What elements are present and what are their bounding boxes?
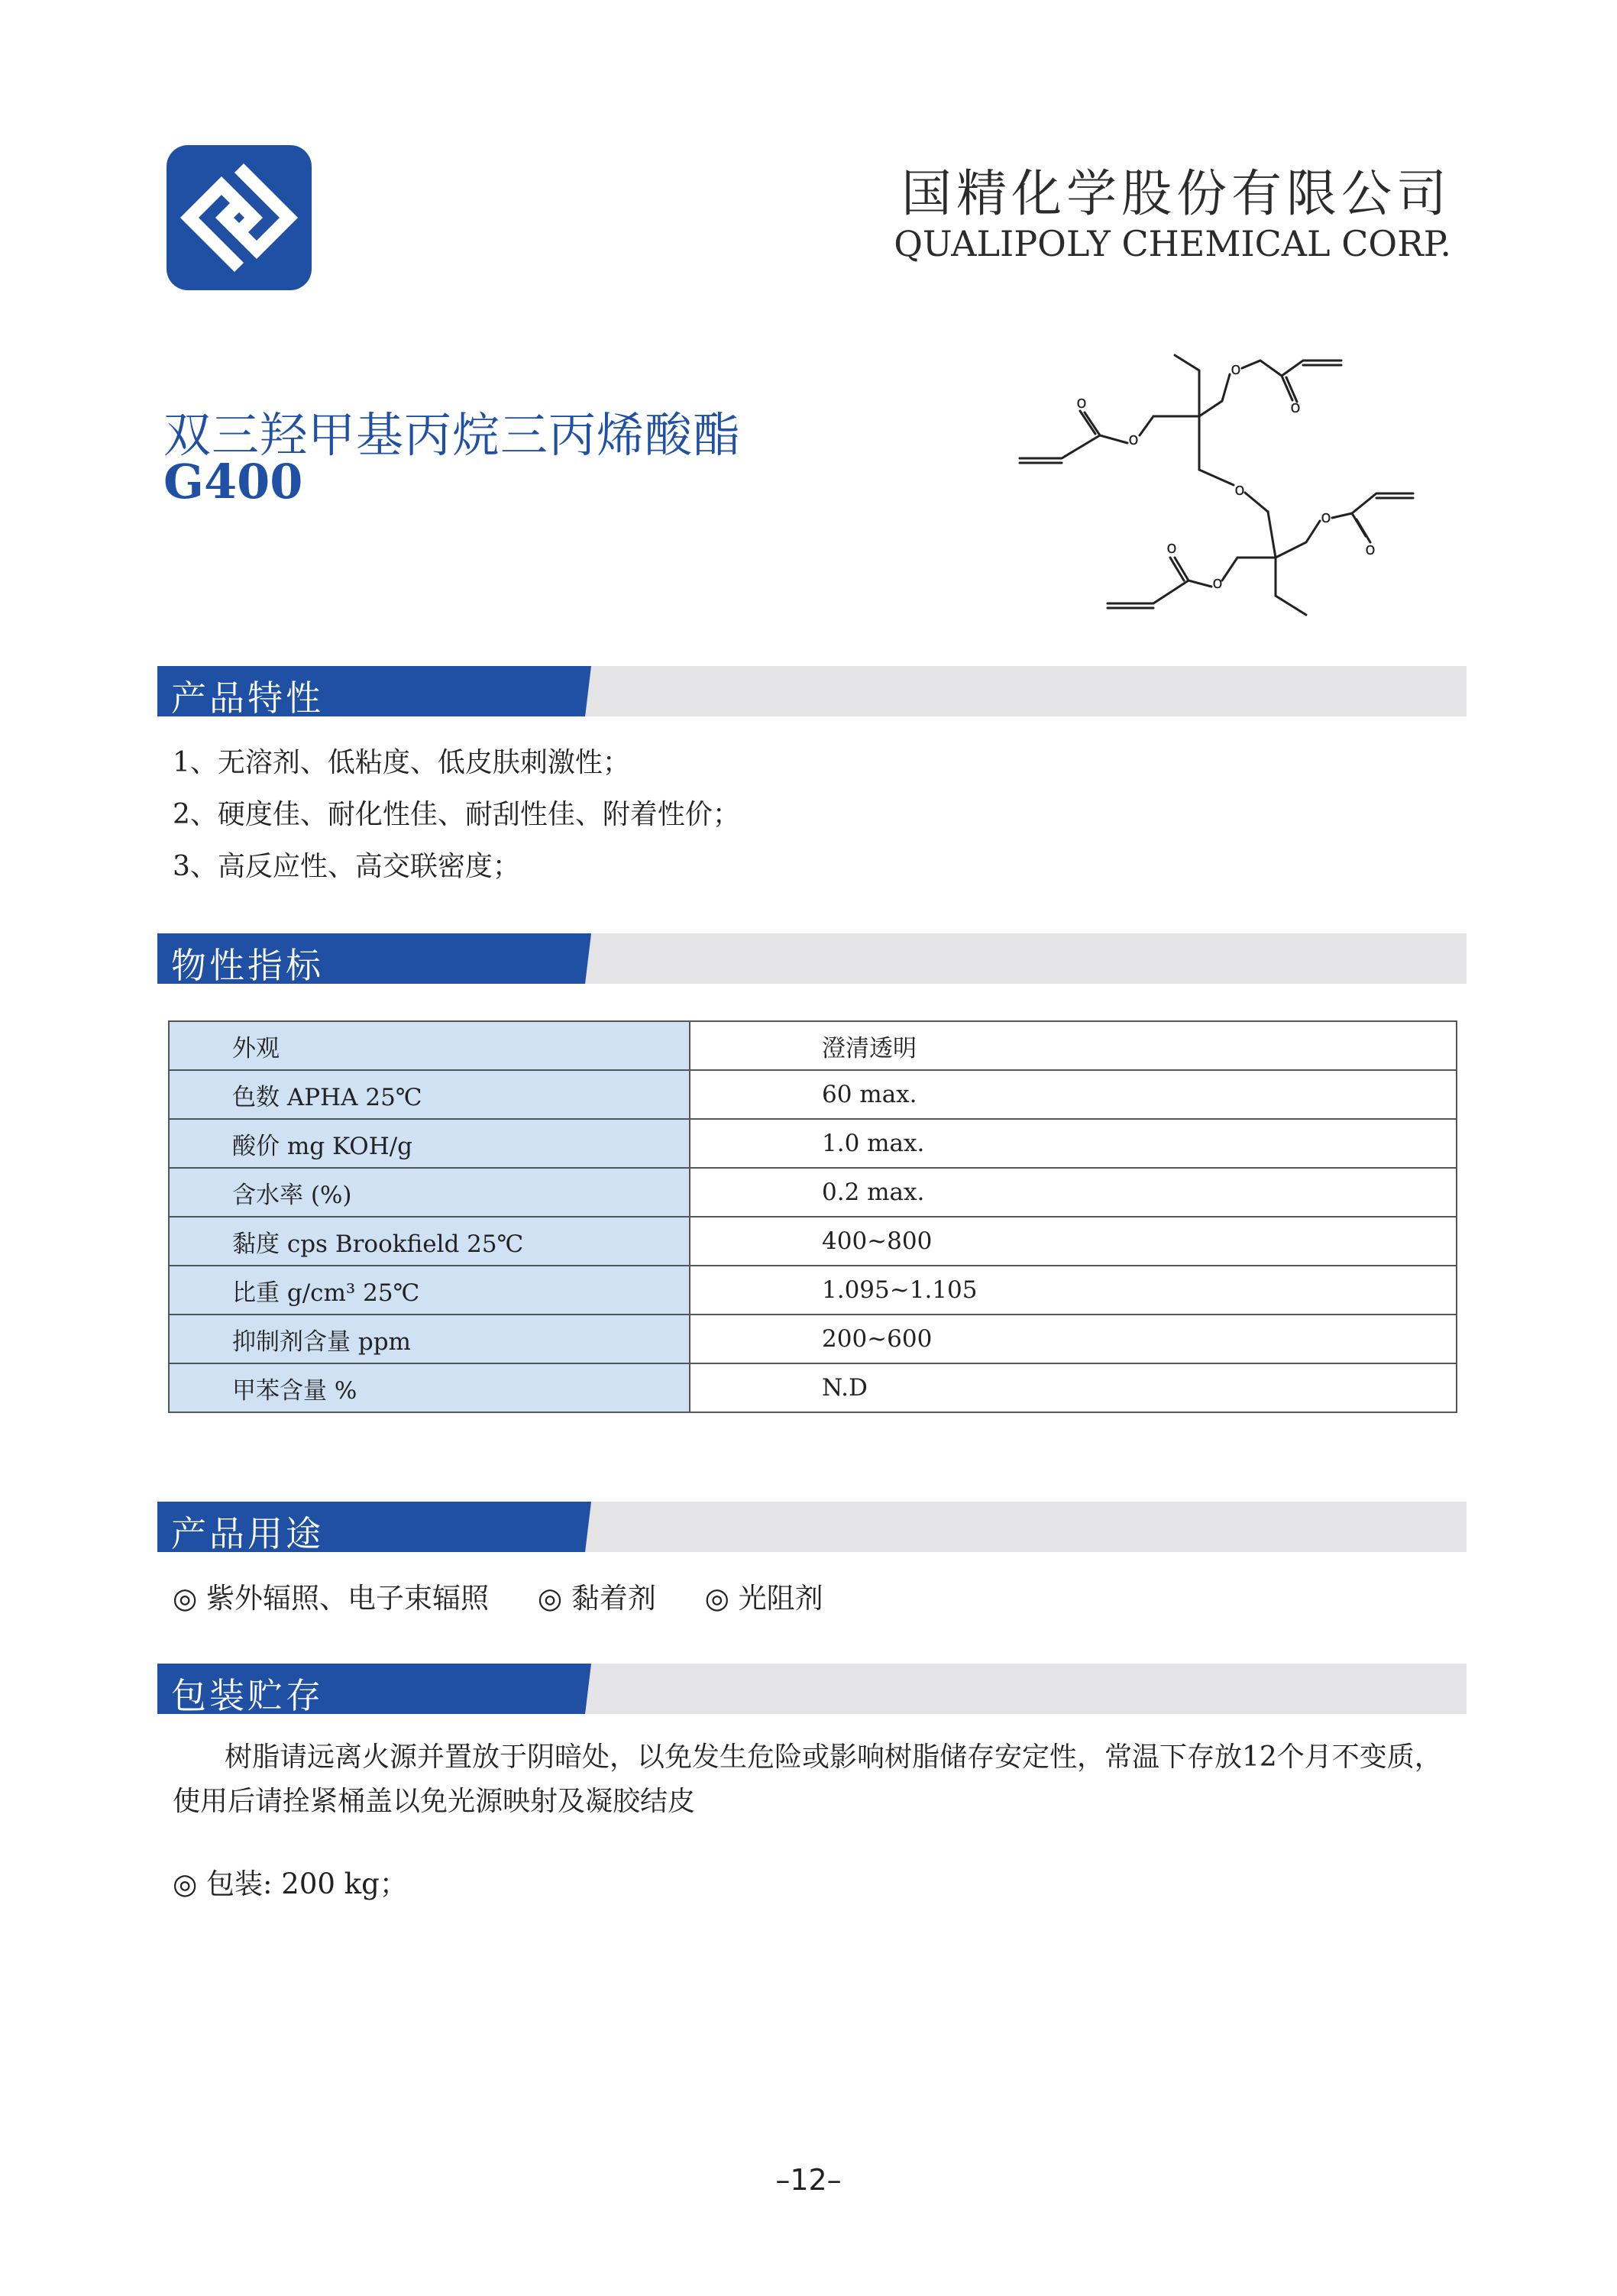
table-row bbox=[169, 1315, 1457, 1363]
property-name: 酸价 mg KOH/g bbox=[169, 1119, 690, 1168]
table-row bbox=[169, 1266, 1457, 1315]
property-name: 抑制剂含量 ppm bbox=[169, 1315, 690, 1363]
section-title: 产品特性 bbox=[171, 677, 324, 719]
property-value: 1.0 max. bbox=[690, 1119, 1457, 1168]
table-row bbox=[169, 1363, 1457, 1412]
usage-item: ◎ 光阻剂 bbox=[704, 1582, 823, 1615]
oxygen-atom-label: o bbox=[1234, 480, 1245, 500]
oxygen-atom-label: o bbox=[1321, 508, 1331, 527]
property-value: 1.095~1.105 bbox=[690, 1266, 1457, 1315]
property-name: 比重 g/cm³ 25℃ bbox=[169, 1266, 690, 1315]
properties-table bbox=[168, 1020, 1457, 1413]
oxygen-atom-label: o bbox=[1365, 540, 1376, 559]
property-value: 澄清透明 bbox=[690, 1021, 1457, 1070]
oxygen-atom-label: o bbox=[1166, 538, 1177, 558]
usage-item: ◎ 紫外辐照、电子束辐照 bbox=[173, 1582, 490, 1615]
package-info: ◎ 包装: 200 kg； bbox=[173, 1868, 408, 1900]
qualipoly-logo-icon bbox=[167, 145, 312, 290]
oxygen-atom-label: o bbox=[1290, 398, 1301, 417]
table-row bbox=[169, 1119, 1457, 1168]
chemical-structure-diagram bbox=[1001, 321, 1474, 642]
section-header-properties bbox=[157, 933, 1467, 984]
feature-item: 2、硬度佳、耐化性佳、耐刮性佳、附着性价； bbox=[173, 799, 740, 830]
features-list bbox=[173, 737, 740, 893]
section-title: 产品用途 bbox=[171, 1513, 324, 1554]
company-name-cn: 国精化学股份有限公司 bbox=[901, 164, 1451, 223]
property-value: 200~600 bbox=[690, 1315, 1457, 1363]
feature-item: 1、无溶剂、低粘度、低皮肤刺激性； bbox=[173, 747, 630, 778]
table-row bbox=[169, 1070, 1457, 1119]
product-name-cn: 双三羟甲基丙烷三丙烯酸酯 bbox=[163, 407, 742, 463]
section-title: 物性指标 bbox=[171, 945, 324, 986]
table-row bbox=[169, 1168, 1457, 1217]
section-title: 包装贮存 bbox=[171, 1675, 324, 1716]
property-value: N.D bbox=[690, 1363, 1457, 1412]
section-header-usage bbox=[157, 1502, 1467, 1552]
page-number: –12– bbox=[775, 2163, 842, 2197]
storage-instructions: 树脂请远离火源并置放于阴暗处，以免发生危险或影响树脂储存安定性，常温下存放12个月不变质，使用后请拴紧桶盖以免光源映射及凝胶结皮 bbox=[173, 1741, 1442, 1817]
section-header-storage bbox=[157, 1664, 1467, 1714]
feature-item: 3、高反应性、高交联密度； bbox=[173, 851, 520, 882]
company-name-en: QUALIPOLY CHEMICAL CORP. bbox=[894, 223, 1451, 264]
oxygen-atom-label: o bbox=[1212, 574, 1223, 593]
property-name: 色数 APHA 25℃ bbox=[169, 1070, 690, 1119]
property-value: 0.2 max. bbox=[690, 1168, 1457, 1217]
product-code: G400 bbox=[163, 454, 303, 509]
oxygen-atom-label: o bbox=[1231, 360, 1241, 379]
oxygen-atom-label: o bbox=[1128, 430, 1139, 449]
property-name: 外观 bbox=[169, 1021, 690, 1070]
property-value: 400~800 bbox=[690, 1217, 1457, 1266]
oxygen-atom-label: o bbox=[1076, 393, 1087, 412]
property-value: 60 max. bbox=[690, 1070, 1457, 1119]
usage-item: ◎ 黏着剂 bbox=[537, 1582, 656, 1615]
usage-list bbox=[173, 1575, 863, 1616]
section-header-features bbox=[157, 666, 1467, 719]
table-row bbox=[169, 1217, 1457, 1266]
property-name: 含水率 (%) bbox=[169, 1168, 690, 1217]
property-name: 黏度 cps Brookfield 25℃ bbox=[169, 1217, 690, 1266]
property-name: 甲苯含量 % bbox=[169, 1363, 690, 1412]
table-row bbox=[169, 1021, 1457, 1070]
